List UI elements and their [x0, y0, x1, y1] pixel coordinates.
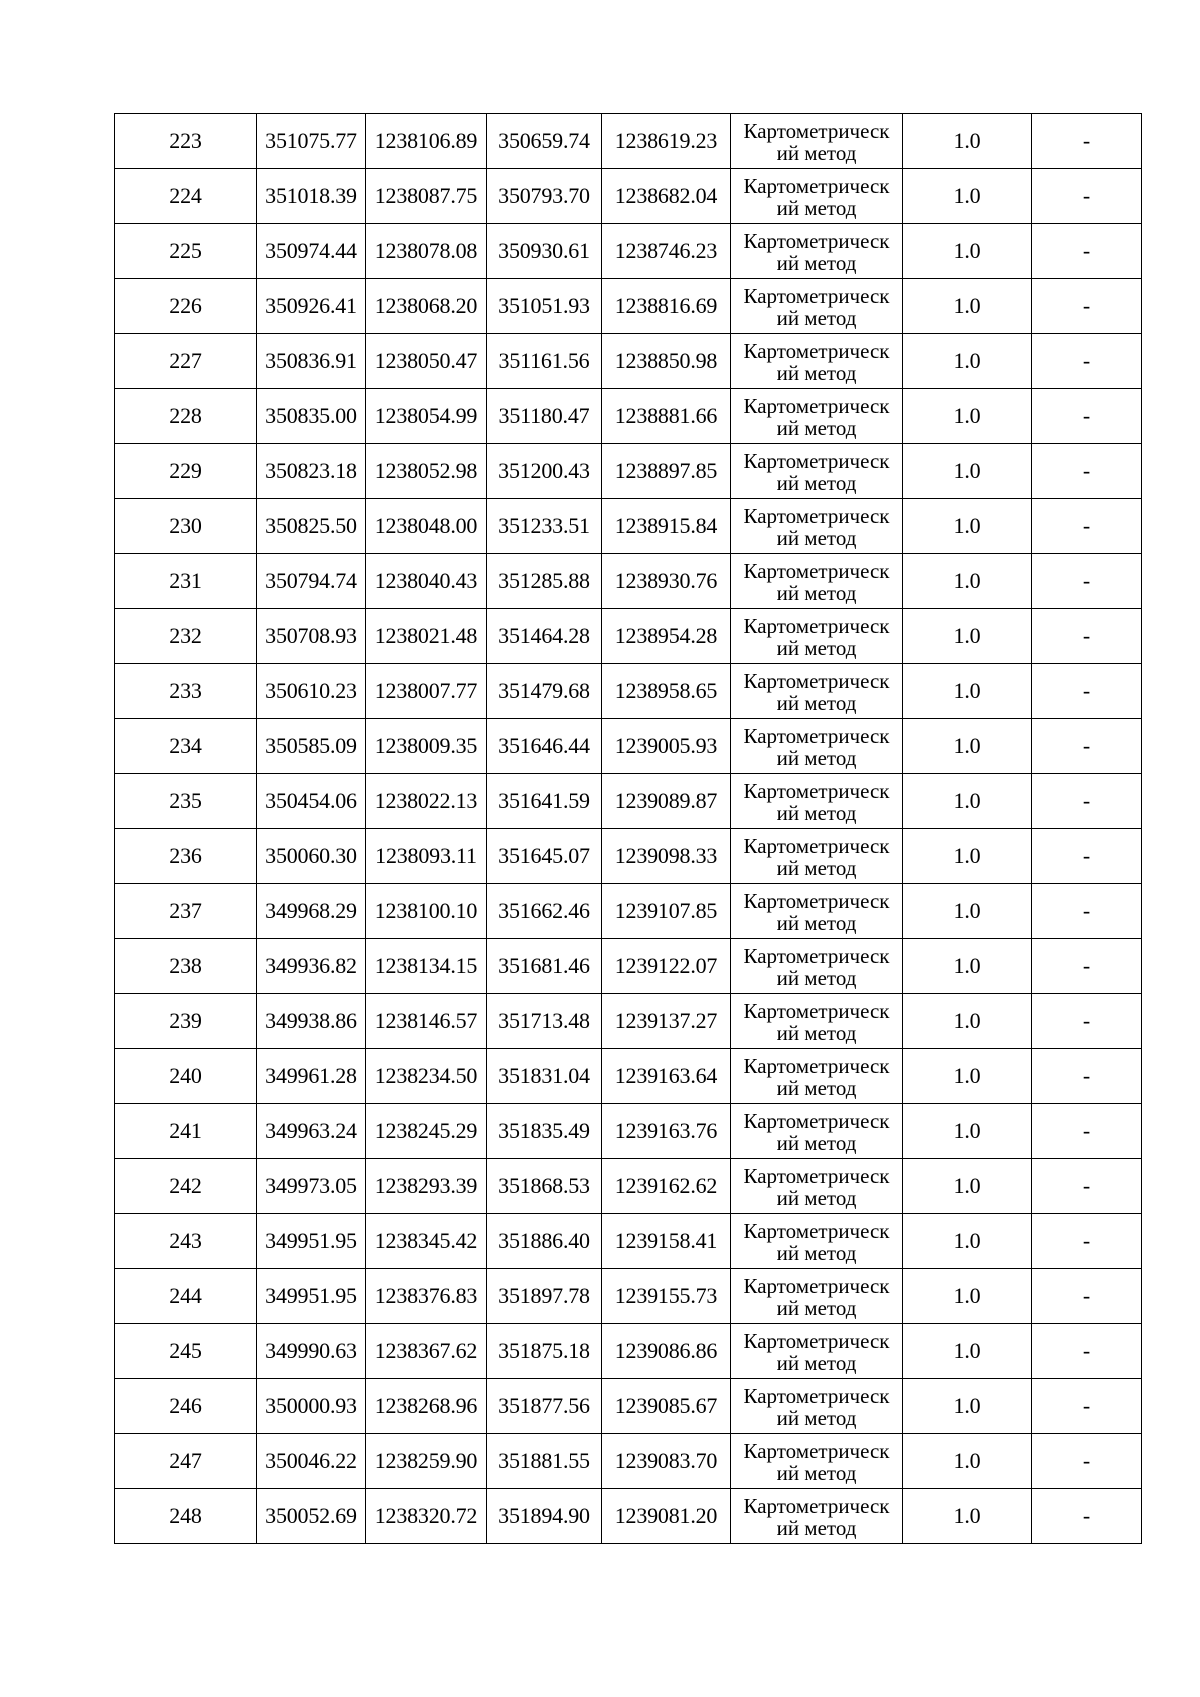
- table-row: [115, 1214, 1142, 1269]
- x1-cell: 349951.95: [257, 1214, 366, 1269]
- table-body: [115, 114, 1142, 1544]
- point-number-cell: 224: [115, 169, 257, 224]
- y2-cell: 1238850.98: [602, 334, 731, 389]
- x1-cell: 349973.05: [257, 1159, 366, 1214]
- method-cell: [731, 884, 903, 939]
- accuracy-cell: 1.0: [903, 169, 1032, 224]
- x2-cell: 351200.43: [487, 444, 602, 499]
- y1-cell: 1238376.83: [366, 1269, 487, 1324]
- point-number-cell: 235: [115, 774, 257, 829]
- point-number-cell: 228: [115, 389, 257, 444]
- x2-cell: 350930.61: [487, 224, 602, 279]
- note-cell: -: [1032, 664, 1142, 719]
- table-row: [115, 1379, 1142, 1434]
- accuracy-cell: 1.0: [903, 1049, 1032, 1104]
- accuracy-cell: 1.0: [903, 1489, 1032, 1544]
- y2-cell: 1239155.73: [602, 1269, 731, 1324]
- note-cell: -: [1032, 1104, 1142, 1159]
- method-cell: [731, 774, 903, 829]
- method-line-2: ий метод: [776, 580, 857, 605]
- method-line-1: Картометрическ: [743, 888, 890, 913]
- table-row: [115, 774, 1142, 829]
- x2-cell: 351868.53: [487, 1159, 602, 1214]
- method-line-1: Картометрическ: [743, 1218, 890, 1243]
- y2-cell: 1238897.85: [602, 444, 731, 499]
- x1-cell: 350835.00: [257, 389, 366, 444]
- accuracy-cell: 1.0: [903, 1214, 1032, 1269]
- method-line-2: ий метод: [776, 1240, 857, 1265]
- x2-cell: 350793.70: [487, 169, 602, 224]
- table-row: [115, 664, 1142, 719]
- accuracy-cell: 1.0: [903, 609, 1032, 664]
- accuracy-cell: 1.0: [903, 1379, 1032, 1434]
- method-line-2: ий метод: [776, 305, 857, 330]
- table-row: [115, 1324, 1142, 1379]
- y2-cell: 1239163.64: [602, 1049, 731, 1104]
- x2-cell: 351875.18: [487, 1324, 602, 1379]
- method-line-1: Картометрическ: [743, 1273, 890, 1298]
- method-line-2: ий метод: [776, 910, 857, 935]
- table-row: [115, 224, 1142, 279]
- x2-cell: 350659.74: [487, 114, 602, 169]
- x1-cell: 349951.95: [257, 1269, 366, 1324]
- accuracy-cell: 1.0: [903, 224, 1032, 279]
- method-line-1: Картометрическ: [743, 558, 890, 583]
- point-number-cell: 246: [115, 1379, 257, 1434]
- x1-cell: 349961.28: [257, 1049, 366, 1104]
- method-line-2: ий метод: [776, 250, 857, 275]
- method-line-2: ий метод: [776, 415, 857, 440]
- method-cell: [731, 1049, 903, 1104]
- accuracy-cell: 1.0: [903, 1324, 1032, 1379]
- x2-cell: 351831.04: [487, 1049, 602, 1104]
- method-cell: [731, 279, 903, 334]
- method-line-1: Картометрическ: [743, 448, 890, 473]
- method-line-2: ий метод: [776, 1075, 857, 1100]
- y1-cell: 1238367.62: [366, 1324, 487, 1379]
- point-number-cell: 247: [115, 1434, 257, 1489]
- method-cell: [731, 829, 903, 884]
- y1-cell: 1238093.11: [366, 829, 487, 884]
- note-cell: -: [1032, 1269, 1142, 1324]
- table-row: [115, 1104, 1142, 1159]
- x2-cell: 351662.46: [487, 884, 602, 939]
- method-cell: [731, 389, 903, 444]
- x2-cell: 351285.88: [487, 554, 602, 609]
- note-cell: -: [1032, 1049, 1142, 1104]
- table-row: [115, 884, 1142, 939]
- method-line-2: ий метод: [776, 525, 857, 550]
- method-line-2: ий метод: [776, 855, 857, 880]
- y2-cell: 1238958.65: [602, 664, 731, 719]
- point-number-cell: 248: [115, 1489, 257, 1544]
- x1-cell: 349936.82: [257, 939, 366, 994]
- y1-cell: 1238245.29: [366, 1104, 487, 1159]
- table-row: [115, 994, 1142, 1049]
- note-cell: -: [1032, 444, 1142, 499]
- y1-cell: 1238106.89: [366, 114, 487, 169]
- accuracy-cell: 1.0: [903, 1159, 1032, 1214]
- point-number-cell: 233: [115, 664, 257, 719]
- note-cell: -: [1032, 1379, 1142, 1434]
- method-cell: [731, 1489, 903, 1544]
- table-row: [115, 1049, 1142, 1104]
- x1-cell: 350060.30: [257, 829, 366, 884]
- accuracy-cell: 1.0: [903, 939, 1032, 994]
- x2-cell: 351051.93: [487, 279, 602, 334]
- table-row: [115, 334, 1142, 389]
- method-line-2: ий метод: [776, 1185, 857, 1210]
- y2-cell: 1238881.66: [602, 389, 731, 444]
- method-line-2: ий метод: [776, 195, 857, 220]
- method-line-2: ий метод: [776, 1405, 857, 1430]
- y2-cell: 1239081.20: [602, 1489, 731, 1544]
- x1-cell: 349968.29: [257, 884, 366, 939]
- point-number-cell: 223: [115, 114, 257, 169]
- x1-cell: 350000.93: [257, 1379, 366, 1434]
- point-number-cell: 236: [115, 829, 257, 884]
- method-line-1: Картометрическ: [743, 778, 890, 803]
- method-line-2: ий метод: [776, 745, 857, 770]
- x2-cell: 351464.28: [487, 609, 602, 664]
- method-cell: [731, 664, 903, 719]
- method-line-1: Картометрическ: [743, 833, 890, 858]
- x2-cell: 351233.51: [487, 499, 602, 554]
- method-line-1: Картометрическ: [743, 283, 890, 308]
- point-number-cell: 225: [115, 224, 257, 279]
- method-cell: [731, 1434, 903, 1489]
- x2-cell: 351835.49: [487, 1104, 602, 1159]
- accuracy-cell: 1.0: [903, 114, 1032, 169]
- x1-cell: 350825.50: [257, 499, 366, 554]
- method-cell: [731, 609, 903, 664]
- accuracy-cell: 1.0: [903, 884, 1032, 939]
- method-line-1: Картометрическ: [743, 998, 890, 1023]
- y1-cell: 1238021.48: [366, 609, 487, 664]
- method-line-1: Картометрическ: [743, 668, 890, 693]
- x2-cell: 351646.44: [487, 719, 602, 774]
- y2-cell: 1239158.41: [602, 1214, 731, 1269]
- y1-cell: 1238050.47: [366, 334, 487, 389]
- table-row: [115, 1434, 1142, 1489]
- table-row: [115, 829, 1142, 884]
- table-row: [115, 499, 1142, 554]
- y1-cell: 1238345.42: [366, 1214, 487, 1269]
- y1-cell: 1238234.50: [366, 1049, 487, 1104]
- x1-cell: 350046.22: [257, 1434, 366, 1489]
- accuracy-cell: 1.0: [903, 554, 1032, 609]
- y2-cell: 1238746.23: [602, 224, 731, 279]
- note-cell: -: [1032, 1214, 1142, 1269]
- y1-cell: 1238100.10: [366, 884, 487, 939]
- method-line-2: ий метод: [776, 1295, 857, 1320]
- y1-cell: 1238078.08: [366, 224, 487, 279]
- method-cell: [731, 1269, 903, 1324]
- x2-cell: 351894.90: [487, 1489, 602, 1544]
- table-row: [115, 609, 1142, 664]
- note-cell: -: [1032, 334, 1142, 389]
- accuracy-cell: 1.0: [903, 499, 1032, 554]
- point-number-cell: 226: [115, 279, 257, 334]
- method-line-2: ий метод: [776, 635, 857, 660]
- method-line-2: ий метод: [776, 140, 857, 165]
- point-number-cell: 230: [115, 499, 257, 554]
- table-row: [115, 719, 1142, 774]
- method-line-2: ий метод: [776, 1460, 857, 1485]
- note-cell: -: [1032, 939, 1142, 994]
- accuracy-cell: 1.0: [903, 279, 1032, 334]
- method-cell: [731, 1104, 903, 1159]
- y1-cell: 1238048.00: [366, 499, 487, 554]
- point-number-cell: 234: [115, 719, 257, 774]
- note-cell: -: [1032, 114, 1142, 169]
- point-number-cell: 231: [115, 554, 257, 609]
- x2-cell: 351479.68: [487, 664, 602, 719]
- note-cell: -: [1032, 224, 1142, 279]
- y2-cell: 1239162.62: [602, 1159, 731, 1214]
- y1-cell: 1238009.35: [366, 719, 487, 774]
- x1-cell: 350708.93: [257, 609, 366, 664]
- accuracy-cell: 1.0: [903, 1104, 1032, 1159]
- method-line-2: ий метод: [776, 965, 857, 990]
- accuracy-cell: 1.0: [903, 664, 1032, 719]
- table-row: [115, 1269, 1142, 1324]
- table-row: [115, 169, 1142, 224]
- note-cell: -: [1032, 1324, 1142, 1379]
- method-line-2: ий метод: [776, 360, 857, 385]
- x2-cell: 351897.78: [487, 1269, 602, 1324]
- y2-cell: 1238954.28: [602, 609, 731, 664]
- x1-cell: 350974.44: [257, 224, 366, 279]
- y1-cell: 1238022.13: [366, 774, 487, 829]
- method-line-2: ий метод: [776, 1020, 857, 1045]
- method-line-1: Картометрическ: [743, 1328, 890, 1353]
- y2-cell: 1239107.85: [602, 884, 731, 939]
- note-cell: -: [1032, 994, 1142, 1049]
- x2-cell: 351881.55: [487, 1434, 602, 1489]
- method-cell: [731, 939, 903, 994]
- x2-cell: 351886.40: [487, 1214, 602, 1269]
- x2-cell: 351161.56: [487, 334, 602, 389]
- table-row: [115, 554, 1142, 609]
- y1-cell: 1238268.96: [366, 1379, 487, 1434]
- method-line-1: Картометрическ: [743, 723, 890, 748]
- x2-cell: 351645.07: [487, 829, 602, 884]
- y1-cell: 1238146.57: [366, 994, 487, 1049]
- point-number-cell: 237: [115, 884, 257, 939]
- method-cell: [731, 334, 903, 389]
- method-line-1: Картометрическ: [743, 338, 890, 363]
- x1-cell: 350794.74: [257, 554, 366, 609]
- method-cell: [731, 1379, 903, 1434]
- y2-cell: 1238816.69: [602, 279, 731, 334]
- note-cell: -: [1032, 1489, 1142, 1544]
- method-line-1: Картометрическ: [743, 118, 890, 143]
- x1-cell: 351018.39: [257, 169, 366, 224]
- accuracy-cell: 1.0: [903, 444, 1032, 499]
- x1-cell: 350454.06: [257, 774, 366, 829]
- note-cell: -: [1032, 829, 1142, 884]
- y1-cell: 1238259.90: [366, 1434, 487, 1489]
- y2-cell: 1238915.84: [602, 499, 731, 554]
- table-row: [115, 1489, 1142, 1544]
- point-number-cell: 241: [115, 1104, 257, 1159]
- method-cell: [731, 719, 903, 774]
- method-line-1: Картометрическ: [743, 943, 890, 968]
- y1-cell: 1238054.99: [366, 389, 487, 444]
- coordinates-table: [114, 113, 1142, 1544]
- x2-cell: 351681.46: [487, 939, 602, 994]
- y2-cell: 1239086.86: [602, 1324, 731, 1379]
- note-cell: -: [1032, 1159, 1142, 1214]
- method-cell: [731, 554, 903, 609]
- x1-cell: 350585.09: [257, 719, 366, 774]
- method-cell: [731, 114, 903, 169]
- y2-cell: 1239122.07: [602, 939, 731, 994]
- method-line-1: Картометрическ: [743, 1108, 890, 1133]
- method-line-1: Картометрическ: [743, 393, 890, 418]
- method-cell: [731, 994, 903, 1049]
- table-row: [115, 389, 1142, 444]
- x1-cell: 351075.77: [257, 114, 366, 169]
- note-cell: -: [1032, 1434, 1142, 1489]
- method-cell: [731, 444, 903, 499]
- method-line-2: ий метод: [776, 1350, 857, 1375]
- y1-cell: 1238040.43: [366, 554, 487, 609]
- y2-cell: 1239089.87: [602, 774, 731, 829]
- note-cell: -: [1032, 774, 1142, 829]
- y2-cell: 1239137.27: [602, 994, 731, 1049]
- point-number-cell: 239: [115, 994, 257, 1049]
- x1-cell: 349938.86: [257, 994, 366, 1049]
- x1-cell: 350610.23: [257, 664, 366, 719]
- point-number-cell: 238: [115, 939, 257, 994]
- method-cell: [731, 169, 903, 224]
- x1-cell: 350052.69: [257, 1489, 366, 1544]
- point-number-cell: 243: [115, 1214, 257, 1269]
- method-cell: [731, 499, 903, 554]
- x1-cell: 350926.41: [257, 279, 366, 334]
- y1-cell: 1238320.72: [366, 1489, 487, 1544]
- method-cell: [731, 1214, 903, 1269]
- table-row: [115, 1159, 1142, 1214]
- y2-cell: 1239083.70: [602, 1434, 731, 1489]
- method-line-1: Картометрическ: [743, 1438, 890, 1463]
- method-line-2: ий метод: [776, 1130, 857, 1155]
- method-line-1: Картометрическ: [743, 1383, 890, 1408]
- method-line-2: ий метод: [776, 1515, 857, 1540]
- note-cell: -: [1032, 499, 1142, 554]
- point-number-cell: 227: [115, 334, 257, 389]
- point-number-cell: 229: [115, 444, 257, 499]
- method-line-2: ий метод: [776, 800, 857, 825]
- note-cell: -: [1032, 554, 1142, 609]
- accuracy-cell: 1.0: [903, 719, 1032, 774]
- table-row: [115, 279, 1142, 334]
- point-number-cell: 232: [115, 609, 257, 664]
- method-line-1: Картометрическ: [743, 1493, 890, 1518]
- accuracy-cell: 1.0: [903, 1269, 1032, 1324]
- note-cell: -: [1032, 609, 1142, 664]
- note-cell: -: [1032, 884, 1142, 939]
- note-cell: -: [1032, 389, 1142, 444]
- x1-cell: 350836.91: [257, 334, 366, 389]
- x2-cell: 351713.48: [487, 994, 602, 1049]
- point-number-cell: 242: [115, 1159, 257, 1214]
- y2-cell: 1239163.76: [602, 1104, 731, 1159]
- accuracy-cell: 1.0: [903, 334, 1032, 389]
- note-cell: -: [1032, 279, 1142, 334]
- accuracy-cell: 1.0: [903, 829, 1032, 884]
- method-line-1: Картометрическ: [743, 1163, 890, 1188]
- x2-cell: 351641.59: [487, 774, 602, 829]
- table-row: [115, 444, 1142, 499]
- y1-cell: 1238134.15: [366, 939, 487, 994]
- method-line-1: Картометрическ: [743, 503, 890, 528]
- y1-cell: 1238068.20: [366, 279, 487, 334]
- note-cell: -: [1032, 169, 1142, 224]
- method-line-1: Картометрическ: [743, 613, 890, 638]
- y2-cell: 1238682.04: [602, 169, 731, 224]
- accuracy-cell: 1.0: [903, 1434, 1032, 1489]
- x1-cell: 350823.18: [257, 444, 366, 499]
- accuracy-cell: 1.0: [903, 389, 1032, 444]
- y2-cell: 1239085.67: [602, 1379, 731, 1434]
- method-cell: [731, 1324, 903, 1379]
- accuracy-cell: 1.0: [903, 994, 1032, 1049]
- method-line-2: ий метод: [776, 690, 857, 715]
- note-cell: -: [1032, 719, 1142, 774]
- y1-cell: 1238007.77: [366, 664, 487, 719]
- method-line-1: Картометрическ: [743, 1053, 890, 1078]
- x1-cell: 349963.24: [257, 1104, 366, 1159]
- method-line-1: Картометрическ: [743, 173, 890, 198]
- method-line-2: ий метод: [776, 470, 857, 495]
- y1-cell: 1238052.98: [366, 444, 487, 499]
- point-number-cell: 244: [115, 1269, 257, 1324]
- table-row: [115, 114, 1142, 169]
- x1-cell: 349990.63: [257, 1324, 366, 1379]
- point-number-cell: 245: [115, 1324, 257, 1379]
- y2-cell: 1239098.33: [602, 829, 731, 884]
- point-number-cell: 240: [115, 1049, 257, 1104]
- y2-cell: 1238619.23: [602, 114, 731, 169]
- method-cell: [731, 224, 903, 279]
- y1-cell: 1238087.75: [366, 169, 487, 224]
- accuracy-cell: 1.0: [903, 774, 1032, 829]
- y1-cell: 1238293.39: [366, 1159, 487, 1214]
- table-row: [115, 939, 1142, 994]
- x2-cell: 351180.47: [487, 389, 602, 444]
- x2-cell: 351877.56: [487, 1379, 602, 1434]
- y2-cell: 1238930.76: [602, 554, 731, 609]
- method-line-1: Картометрическ: [743, 228, 890, 253]
- y2-cell: 1239005.93: [602, 719, 731, 774]
- method-cell: [731, 1159, 903, 1214]
